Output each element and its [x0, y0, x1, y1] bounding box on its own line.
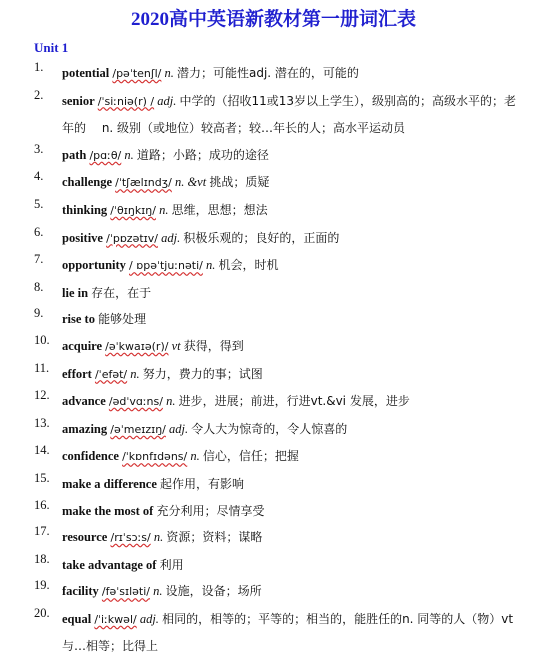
- part-of-speech: adj.: [169, 421, 189, 436]
- phonetic: /ˈθɪŋkɪŋ/: [110, 203, 156, 217]
- entry-number: 13.: [34, 415, 50, 430]
- vocab-entry: [0, 524, 547, 552]
- headword: equal: [62, 611, 92, 626]
- vocab-entry: [0, 498, 547, 525]
- vocab-entry: [0, 280, 547, 307]
- headword: make a difference: [62, 476, 157, 491]
- phonetic: /pɑːθ/: [89, 148, 122, 162]
- definition: 潜力；可能性adj. 潜在的，可能的: [176, 66, 359, 80]
- definition: 充分利用；尽情享受: [156, 503, 265, 518]
- definition: 思维，思想；想法: [171, 202, 268, 217]
- part-of-speech: n.: [190, 449, 200, 464]
- entry-number: 11.: [34, 360, 50, 375]
- entry-content: [62, 169, 527, 197]
- entry-number: 19.: [34, 578, 50, 593]
- entry-content: [62, 498, 527, 525]
- entry-content: [62, 361, 527, 389]
- entry-number: 12.: [34, 388, 50, 403]
- definition: 机会，时机: [218, 258, 279, 273]
- headword: positive: [62, 230, 103, 245]
- entry-content: [62, 306, 527, 333]
- entry-number: 14.: [34, 443, 50, 458]
- vocab-entry: [0, 252, 547, 280]
- part-of-speech: adj.: [139, 611, 159, 626]
- entry-number: 20.: [34, 605, 50, 620]
- definition: 能够处理: [98, 312, 147, 327]
- part-of-speech: n.: [124, 147, 134, 162]
- phonetic: /ˈtʃælɪndʒ/: [115, 176, 172, 190]
- definition: 设施，设备；场所: [165, 584, 262, 599]
- vocab-entry: [0, 388, 547, 416]
- headword: confidence: [62, 449, 119, 464]
- entry-number: 5.: [34, 196, 44, 211]
- headword: potential: [62, 66, 110, 80]
- entry-number: 6.: [34, 224, 44, 239]
- headword: resource: [62, 530, 108, 545]
- entry-number: 17.: [34, 524, 50, 539]
- headword: make the most of: [62, 503, 154, 518]
- entry-content: [62, 142, 527, 170]
- entry-number: 2.: [34, 87, 44, 102]
- entry-content: [62, 606, 527, 660]
- vocab-entry: [0, 361, 547, 389]
- definition: 获得，得到: [183, 338, 244, 353]
- vocab-entry: [0, 443, 547, 471]
- definition: 令人大为惊奇的，令人惊喜的: [191, 421, 348, 436]
- vocab-entry: [0, 606, 547, 660]
- definition: 进步，进展；前进，行进vt.&vi 发展，进步: [178, 394, 410, 409]
- vocab-entry: [0, 552, 547, 579]
- entry-number: 18.: [34, 551, 50, 566]
- entry-content: [62, 443, 527, 471]
- entry-number: 16.: [34, 497, 50, 512]
- headword: lie in: [62, 285, 89, 300]
- vocab-entry: [0, 416, 547, 444]
- definition: 挑战；质疑: [209, 175, 270, 190]
- definition: 努力，费力的事；试图: [142, 366, 263, 381]
- entry-content: [62, 197, 527, 225]
- phonetic: /əˈkwaɪə(r)/: [105, 339, 169, 353]
- phonetic: /ˈpɒzətɪv/: [106, 231, 158, 245]
- part-of-speech: n.: [130, 366, 140, 381]
- headword: facility: [62, 584, 99, 599]
- headword: acquire: [62, 338, 103, 353]
- headword: challenge: [62, 175, 112, 190]
- entry-content: [62, 88, 527, 142]
- phonetic: /əˈmeɪzɪŋ/: [110, 422, 166, 436]
- phonetic: / ɒpəˈtjuːnəti/: [129, 259, 203, 273]
- entry-content: [62, 225, 527, 253]
- phonetic: /ˈkɒnfɪdəns/: [122, 450, 188, 464]
- phonetic: /fəˈsɪləti/: [101, 585, 151, 599]
- vocab-entry: [0, 471, 547, 498]
- vocab-entry: [0, 60, 547, 88]
- phonetic: /pəˈtenʃl/: [112, 67, 162, 80]
- entry-number: 15.: [34, 470, 50, 485]
- entry-content: [62, 578, 527, 606]
- vocab-entry: [0, 578, 547, 606]
- page-title: 2020高中英语新教材第一册词汇表: [130, 9, 416, 30]
- entry-content: [62, 416, 527, 444]
- part-of-speech: vt: [171, 338, 181, 353]
- entry-number: 7.: [34, 252, 44, 267]
- phonetic: /ˈiːkwəl/: [94, 612, 137, 626]
- headword: thinking: [62, 202, 108, 217]
- definition: 资源；资料；谋略: [166, 530, 263, 545]
- headword: take advantage of: [62, 557, 157, 572]
- headword: opportunity: [62, 258, 126, 273]
- entry-content: [62, 252, 527, 280]
- entry-number: 10.: [34, 332, 50, 347]
- part-of-speech: n.: [164, 66, 174, 80]
- part-of-speech: n.: [159, 202, 169, 217]
- entry-number: 8.: [34, 279, 44, 294]
- definition: 积极乐观的；良好的，正面的: [183, 230, 340, 245]
- phonetic: /rɪˈsɔːs/: [110, 531, 151, 545]
- entry-number: 1.: [34, 60, 44, 74]
- entry-number: 3.: [34, 141, 44, 156]
- entry-content: [62, 524, 527, 552]
- entry-content: [62, 333, 527, 361]
- part-of-speech: n.: [166, 394, 176, 409]
- definition: 利用: [159, 557, 184, 572]
- vocab-entry: [0, 306, 547, 333]
- part-of-speech: adj.: [157, 93, 177, 108]
- definition: 信心，信任；把握: [202, 449, 299, 464]
- definition: 道路；小路；成功的途径: [136, 147, 269, 162]
- entry-content: [62, 280, 527, 307]
- entry-content: [62, 552, 527, 579]
- headword: advance: [62, 394, 106, 409]
- definition: 存在，在于: [91, 285, 152, 300]
- vocab-entry: [0, 333, 547, 361]
- phonetic: /ədˈvɑːns/: [108, 395, 163, 409]
- vocab-entry: [0, 225, 547, 253]
- headword: rise to: [62, 312, 95, 327]
- phonetic: /ˈsiːniə(r) /: [97, 94, 155, 108]
- part-of-speech: n.: [205, 258, 216, 273]
- part-of-speech: n.: [153, 530, 164, 545]
- part-of-speech: n.: [153, 584, 163, 599]
- definition: 中学的（招收11或13岁以上学生），级别高的；高级水平的；老年的 n. 级别（或地位）较高者；较…年长的人；高水平运动员: [62, 93, 516, 136]
- vocab-entry: [0, 88, 547, 142]
- vocab-entry: [0, 169, 547, 197]
- headword: amazing: [62, 421, 108, 436]
- vocab-entry: [0, 142, 547, 170]
- definition: 起作用，有影响: [160, 476, 245, 491]
- definition: 相同的，相等的；平等的；相当的，能胜任的n. 同等的人（物）vt 与…相等；比得上: [62, 611, 514, 654]
- vocab-entry: [0, 197, 547, 225]
- entry-number: 9.: [34, 306, 44, 321]
- part-of-speech: adj.: [161, 230, 181, 245]
- headword: effort: [62, 366, 92, 381]
- part-of-speech: n. &vt: [174, 175, 207, 190]
- vocabulary-list: [0, 60, 547, 660]
- entry-content: [62, 471, 527, 498]
- phonetic: /ˈefət/: [94, 367, 128, 381]
- unit-heading: Unit 1: [34, 40, 69, 55]
- headword: senior: [62, 93, 95, 108]
- headword: path: [62, 147, 87, 162]
- entry-number: 4.: [34, 169, 44, 184]
- entry-content: [62, 388, 527, 416]
- entry-content: [62, 60, 527, 88]
